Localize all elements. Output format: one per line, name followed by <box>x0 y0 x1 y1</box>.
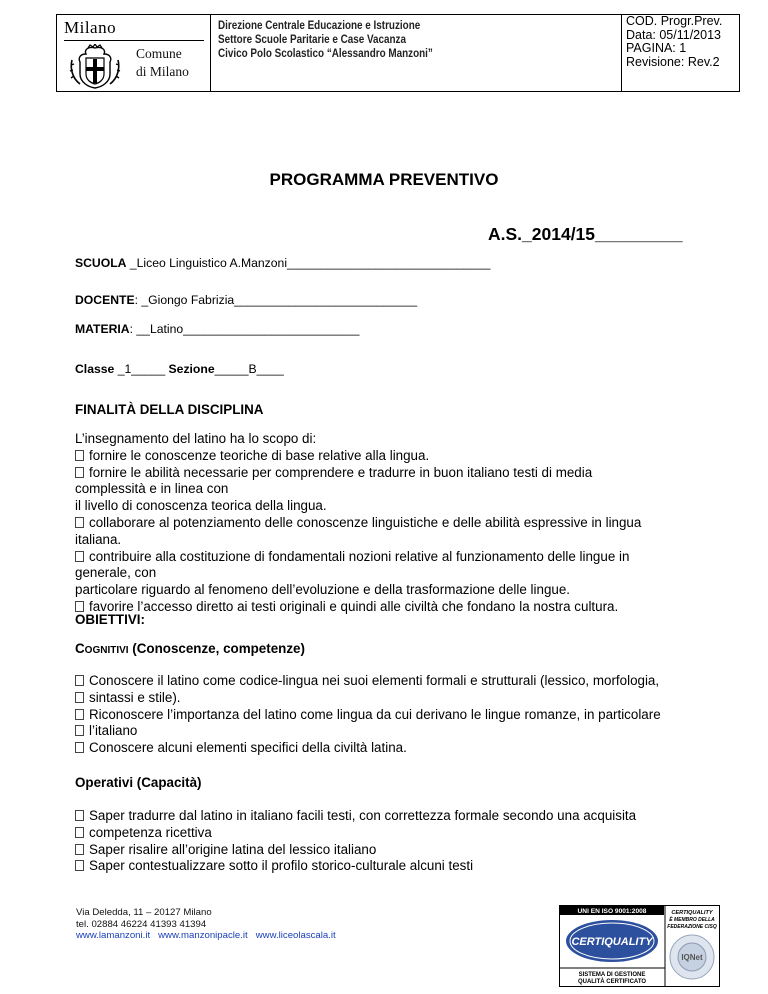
finalita-line-text: particolare riguardo al fenomeno dell’evoluzione e della trasformazione delle lingue. <box>75 582 571 598</box>
checkbox-bullet-icon <box>75 675 84 686</box>
checkbox-bullet-icon <box>75 844 84 855</box>
finalita-line <box>75 498 641 515</box>
cognitivi-item <box>75 723 661 740</box>
operativi-item-text: competenza ricettiva <box>89 824 212 840</box>
docente-field <box>75 293 417 307</box>
cognitivi-item-text: Conoscere il latino come codice-lingua nei suoi elementi formali e strutturali (lessico, morfologia, <box>89 673 660 688</box>
operativi-heading: Operativi (Capacità) <box>75 775 202 790</box>
footer-link[interactable]: www.lamanzoni.it <box>76 930 151 941</box>
logo-divider <box>64 40 204 41</box>
cert-sistema-2: QUALITÀ CERTIFICATO <box>577 979 647 985</box>
operativi-list <box>75 808 636 875</box>
operativi-item-text: Saper tradurre dal latino in italiano facili testi, con correttezza formale secondo una acquisita <box>89 808 637 823</box>
certiquality-logo <box>559 905 720 987</box>
document-code-block <box>626 15 722 69</box>
checkbox-bullet-icon <box>75 742 84 753</box>
finalita-heading: FINALITÀ DELLA DISCIPLINA <box>75 402 264 417</box>
finalita-line-text: fornire le conoscenze teoriche di base relative alla lingua. <box>89 447 430 463</box>
docente-label: DOCENTE <box>75 293 135 307</box>
finalita-line-text: generale, con <box>75 565 157 581</box>
cognitivi-item-text: Conoscere alcuni elementi specifici della civiltà latina. <box>89 740 407 756</box>
cert-iqnet: IQNet <box>681 953 703 962</box>
scuola-value: _Liceo Linguistico A.Manzoni______________________________ <box>126 256 491 270</box>
cognitivi-rest: OGNITIVI <box>84 645 129 656</box>
checkbox-bullet-icon <box>75 467 84 478</box>
operativi-item <box>75 825 636 842</box>
finalita-line-text: favorire l’accesso diretto ai testi originali e quindi alle civiltà che fondano la nostra cultura. <box>89 598 619 614</box>
cognitivi-item-text: sintassi e stile). <box>89 689 181 705</box>
sezione-value: _____B____ <box>214 362 284 376</box>
checkbox-bullet-icon <box>75 517 84 528</box>
doc-page: PAGINA: 1 <box>626 41 687 55</box>
checkbox-bullet-icon <box>75 551 84 562</box>
checkbox-bullet-icon <box>75 709 84 720</box>
operativi-item <box>75 842 636 859</box>
doc-code: COD. Progr.Prev. <box>626 14 723 28</box>
materia-value: : __Latino__________________________ <box>129 322 360 336</box>
logo-comune-line1: Comune <box>136 46 182 61</box>
cert-member-2: È MEMBRO DELLA <box>669 917 715 923</box>
page-footer <box>76 907 344 942</box>
sezione-label: Sezione <box>168 362 215 376</box>
checkbox-bullet-icon <box>75 692 84 703</box>
org-line-2: Settore Scuole Paritarie e Case Vacanza <box>218 34 407 46</box>
materia-label: MATERIA <box>75 322 130 336</box>
logo-comune <box>136 45 189 81</box>
finalita-line <box>75 448 641 465</box>
cert-brand: CERTIQUALITY <box>571 936 653 948</box>
logo-comune-line2: di Milano <box>136 64 189 79</box>
classe-field <box>75 362 284 376</box>
cognitivi-heading <box>75 641 305 656</box>
finalita-line-text: il livello di conoscenza teorica della lingua. <box>75 498 327 514</box>
cert-member-3: FEDERAZIONE CISQ <box>667 924 717 930</box>
org-line-1: Direzione Centrale Educazione e Istruzione <box>218 20 421 32</box>
cognitivi-paren: (Conoscenze, competenze) <box>128 641 305 656</box>
finalita-line <box>75 515 641 532</box>
cognitivi-item <box>75 740 661 757</box>
checkbox-bullet-icon <box>75 810 84 821</box>
cognitivi-item-text: l’italiano <box>89 723 138 739</box>
scuola-label: SCUOLA <box>75 256 127 270</box>
cognitivi-item-text: Riconoscere l’importanza del latino come lingua da cui derivano le lingue romanze, in particolare <box>89 706 661 722</box>
checkbox-bullet-icon <box>75 450 84 461</box>
operativi-item-text: Saper risalire all’origine latina del lessico italiano <box>89 841 377 857</box>
finalita-line <box>75 532 641 549</box>
finalita-line-text: collaborare al potenziamento delle conoscenze linguistiche e delle abilità espressive in lingua <box>89 514 642 530</box>
cognitivi-cap: C <box>75 641 85 656</box>
docente-value: : _Giongo Fabrizia___________________________ <box>134 293 418 307</box>
cognitivi-item <box>75 690 661 707</box>
finalita-line-text: contribuire alla costituzione di fondamentali nozioni relative al funzionamento delle lingue in <box>89 548 630 564</box>
cert-sistema-1: SISTEMA DI GESTIONE <box>578 972 646 978</box>
scuola-field <box>75 256 490 270</box>
obiettivi-heading: OBIETTIVI: <box>75 612 145 627</box>
operativi-item-text: Saper contestualizzare sotto il profilo storico-culturale alcuni testi <box>89 858 474 874</box>
checkbox-bullet-icon <box>75 827 84 838</box>
finalita-line <box>75 582 641 599</box>
footer-address: Via Deledda, 11 – 20127 Milano <box>76 907 212 918</box>
finalita-line-text: complessità e in linea con <box>75 481 229 497</box>
operativi-item <box>75 858 636 875</box>
cert-iso: UNI EN ISO 9001:2008 <box>577 908 647 915</box>
finalita-paragraph <box>75 431 641 616</box>
finalita-line <box>75 481 641 498</box>
operativi-item <box>75 808 636 825</box>
doc-revision: Revisione: Rev.2 <box>626 54 720 69</box>
checkbox-bullet-icon <box>75 860 84 871</box>
school-year: A.S._2014/15_________ <box>488 224 683 244</box>
finalita-intro: L’insegnamento del latino ha lo scopo di: <box>75 431 317 446</box>
finalita-line <box>75 599 641 616</box>
materia-field <box>75 322 359 336</box>
finalita-line <box>75 565 641 582</box>
finalita-line <box>75 549 641 566</box>
footer-links <box>76 930 344 942</box>
cognitivi-list <box>75 673 661 757</box>
org-line-3: Civico Polo Scolastico “Alessandro Manzoni” <box>218 48 433 60</box>
cognitivi-item <box>75 707 661 724</box>
finalita-lines <box>75 448 641 616</box>
cognitivi-item <box>75 673 661 690</box>
logo-city-name: Milano <box>64 18 117 37</box>
organization-block <box>218 19 433 61</box>
finalita-line <box>75 465 641 482</box>
cert-member-1: CERTIQUALITY <box>671 910 713 916</box>
footer-link[interactable]: www.manzonipacle.it <box>158 930 248 941</box>
checkbox-bullet-icon <box>75 601 84 612</box>
classe-label: Classe <box>75 362 115 376</box>
page-title: PROGRAMMA PREVENTIVO <box>269 170 499 189</box>
checkbox-bullet-icon <box>75 725 84 736</box>
footer-link[interactable]: www.liceolascala.it <box>255 930 336 941</box>
finalita-line-text: italiana. <box>75 531 122 547</box>
milano-crest-icon <box>66 44 124 90</box>
doc-date: Data: 05/11/2013 <box>626 27 721 42</box>
finalita-line-text: fornire le abilità necessarie per comprendere e tradurre in buon italiano testi di media <box>89 464 593 480</box>
classe-value: _1_____ <box>114 362 169 376</box>
footer-tel: tel. 02884 46224 41393 41394 <box>76 918 207 930</box>
